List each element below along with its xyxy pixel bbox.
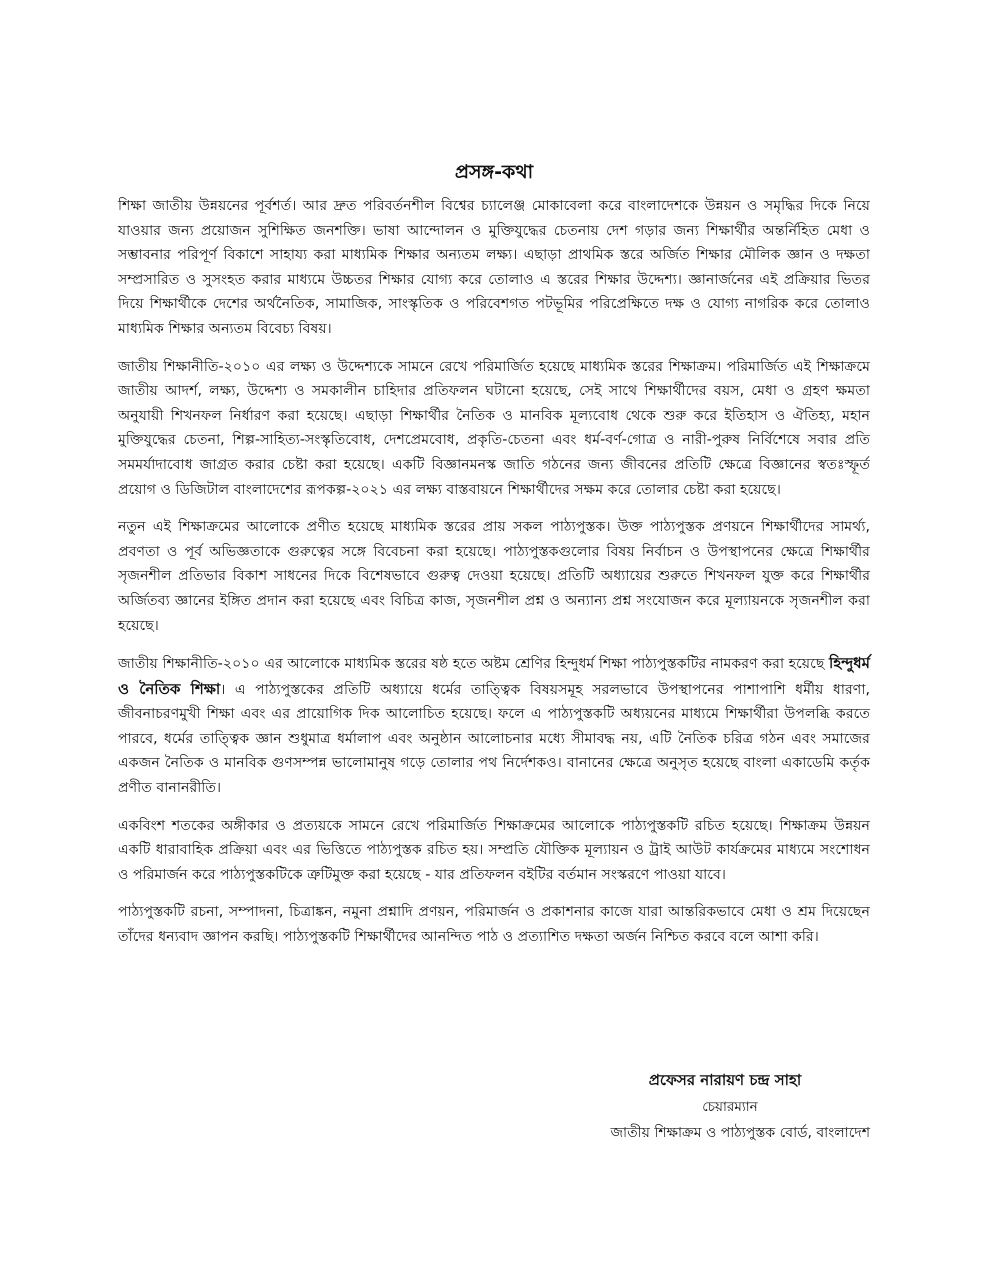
paragraph-3: নতুন এই শিক্ষাক্রমের আলোকে প্রণীত হয়েছে মাধ্যমিক স্তরের প্রায় সকল পাঠ্যপুস্তক। উক্ত পাঠ্যপুস্তক প্রণয়নে শিক্ষার্থীদের সামর্থ্য, প্রবণতা ও পূর্ব অভিজ্ঞতাকে গুরুত্বের সঙ্গে বিবেচনা করা হয়েছে। পাঠ্যপুস্তকগুলোর বিষয় নির্বাচন ও উপস্থাপনের ক্ষেত্রে শিক্ষার্থীর সৃজনশীল প্রতিভার বিকাশ সাধনের দিকে বিশেষভাবে গুরুত্ব দেওয়া হয়েছে। প্রতিটি অধ্যায়ের শুরুতে শিখনফল যুক্ত করে শিক্ষার্থীর অর্জিতব্য জ্ঞানের ইঙ্গিত প্রদান করা হয়েছে এবং বিচিত্র কাজ, সৃজনশীল প্রশ্ন ও অন্যান্য প্রশ্ন সংযোজন করে মূল্যায়নকে সৃজনশীল করা হয়েছে। [118,519,870,634]
signatory-organization: জাতীয় শিক্ষাক্রম ও পাঠ্যপুস্তক বোর্ড, বাংলাদেশ [610,1125,870,1141]
paragraph-4 [118,651,870,801]
paragraph-2: জাতীয় শিক্ষানীতি-২০১০ এর লক্ষ্য ও উদ্দেশ্যকে সামনে রেখে পরিমার্জিত হয়েছে মাধ্যমিক স্তরের শিক্ষাক্রম। পরিমার্জিত এই শিক্ষাক্রমে জাতীয় আদর্শ, লক্ষ্য, উদ্দেশ্য ও সমকালীন চাহিদার প্রতিফলন ঘটানো হয়েছে, সেই সাথে শিক্ষার্থীদের বয়স, মেধা ও গ্রহণ ক্ষমতা অনুযায়ী শিখনফল নির্ধারণ করা হয়েছে। এছাড়া শিক্ষার্থীর নৈতিক ও মানবিক মূল্যবোধ থেকে শুরু করে ইতিহাস ও ঐতিহ্য, মহান মুক্তিযুদ্ধের চেতনা, শিল্প-সাহিত্য-সংস্কৃতিবোধ, দেশপ্রেমবোধ, প্রকৃতি-চেতনা এবং ধর্ম-বর্ণ-গোত্র ও নারী-পুরুষ নির্বিশেষে সবার প্রতি সমমর্যাদাবোধ জাগ্রত করার চেষ্টা করা হয়েছে। একটি বিজ্ঞানমনস্ক জাতি গঠনের জন্য জীবনের প্রতিটি ক্ষেত্রে বিজ্ঞানের স্বতঃস্ফূর্ত প্রয়োগ ও ডিজিটাল বাংলাদেশের রূপকল্প-২০২১ এর লক্ষ্য বাস্তবায়নে শিক্ষার্থীদের সক্ষম করে তোলার চেষ্টা করা হয়েছে। [118,358,870,498]
paragraph-6: পাঠ্যপুস্তকটি রচনা, সম্পাদনা, চিত্রাঙ্কন, নমুনা প্রশ্নাদি প্রণয়ন, পরিমার্জন ও প্রকাশনার কাজে যারা আন্তরিকভাবে মেধা ও শ্রম দিয়েছেন তাঁদের ধন্যবাদ জ্ঞাপন করছি। পাঠ্যপুস্তকটি শিক্ষার্থীদের আনন্দিত পাঠ ও প্রত্যাশিত দক্ষতা অর্জন নিশ্চিত করবে বলে আশা করি। [118,904,870,946]
paragraph-5: একবিংশ শতকের অঙ্গীকার ও প্রত্যয়কে সামনে রেখে পরিমার্জিত শিক্ষাক্রমের আলোকে পাঠ্যপুস্তকটি রচিত হয়েছে। শিক্ষাক্রম উন্নয়ন একটি ধারাবাহিক প্রক্রিয়া এবং এর ভিত্তিতে পাঠ্যপুস্তক রচিত হয়। সম্প্রতি যৌক্তিক মূল্যায়ন ও ট্রাই আউট কার্যক্রমের মাধ্যমে সংশোধন ও পরিমার্জন করে পাঠ্যপুস্তকটিকে ত্রুটিমুক্ত করা হয়েছে - যার প্রতিফলন বইটির বর্তমান সংস্করণে পাওয়া যাবে। [118,817,870,883]
paragraph-4-end: । এ পাঠ্যপুস্তকের প্রতিটি অধ্যায়ে ধর্মের তাত্ত্বিক বিষয়সমূহ সরলভাবে উপস্থাপনের পাশাপাশি ধর্মীয় ধারণা, জীবনাচরণমুখী শিক্ষা এবং এর প্রায়োগিক দিক আলোচিত হয়েছে। ফলে এ পাঠ্যপুস্তকটি অধ্যয়নের মাধ্যমে শিক্ষার্থীরা উপলব্ধি করতে পারবে, ধর্মের তাত্ত্বিক জ্ঞান শুধুমাত্র ধর্মালাপ এবং অনুষ্ঠান আলোচনার মধ্যে সীমাবদ্ধ নয়, এটি নৈতিক চরিত্র গঠন এবং সমাজের একজন নৈতিক ও মানবিক গুণসম্পন্ন ভালোমানুষ গড়ে তোলার পথ নির্দেশকও। বানানের ক্ষেত্রে অনুসৃত হয়েছে বাংলা একাডেমি কর্তৃক প্রণীত বানানরীতি। [118,681,870,797]
paragraph-4-start: জাতীয় শিক্ষানীতি-২০১০ এর আলোকে মাধ্যমিক স্তরের ষষ্ঠ হতে অষ্টম শ্রেণির হিন্দুধর্ম শিক্ষা পাঠ্যপুস্তকটির নামকরণ করা হয়েছে [118,656,825,673]
signatory-role: চেয়ারম্যান [702,1099,758,1115]
book-title: হিন্দুধর্ম ও নৈতিক শিক্ষা [118,654,870,698]
signatory-name: প্রফেসর নারায়ণ চন্দ্র সাহা [648,1071,802,1089]
document-body [118,158,870,1141]
signature-block [540,1066,870,1146]
paragraph-1: শিক্ষা জাতীয় উন্নয়নের পূর্বশর্ত। আর দ্রুত পরিবর্তনশীল বিশ্বের চ্যালেঞ্জ মোকাবেলা করে বাংলাদেশকে উন্নয়ন ও সমৃদ্ধির দিকে নিয়ে যাওয়ার জন্য প্রয়োজন সুশিক্ষিত জনশক্তি। ভাষা আন্দোলন ও মুক্তিযুদ্ধের চেতনায় দেশ গড়ার জন্য শিক্ষার্থীর অন্তর্নিহিত মেধা ও সম্ভাবনার পরিপূর্ণ বিকাশে সাহায্য করা মাধ্যমিক শিক্ষার অন্যতম লক্ষ্য। এছাড়া প্রাথমিক স্তরে অর্জিত শিক্ষার মৌলিক জ্ঞান ও দক্ষতা সম্প্রসারিত ও সুসংহত করার মাধ্যমে উচ্চতর শিক্ষার যোগ্য করে তোলাও এ স্তরের শিক্ষার উদ্দেশ্য। জ্ঞানার্জনের এই প্রক্রিয়ার ভিতর দিয়ে শিক্ষার্থীকে দেশের অর্থনৈতিক, সামাজিক, সাংস্কৃতিক ও পরিবেশগত পটভূমির পরিপ্রেক্ষিতে দক্ষ ও যোগ্য নাগরিক করে তোলাও মাধ্যমিক শিক্ষার অন্যতম বিবেচ্য বিষয়। [118,198,870,337]
page-title: প্রসঙ্গ-কথা [454,161,534,183]
